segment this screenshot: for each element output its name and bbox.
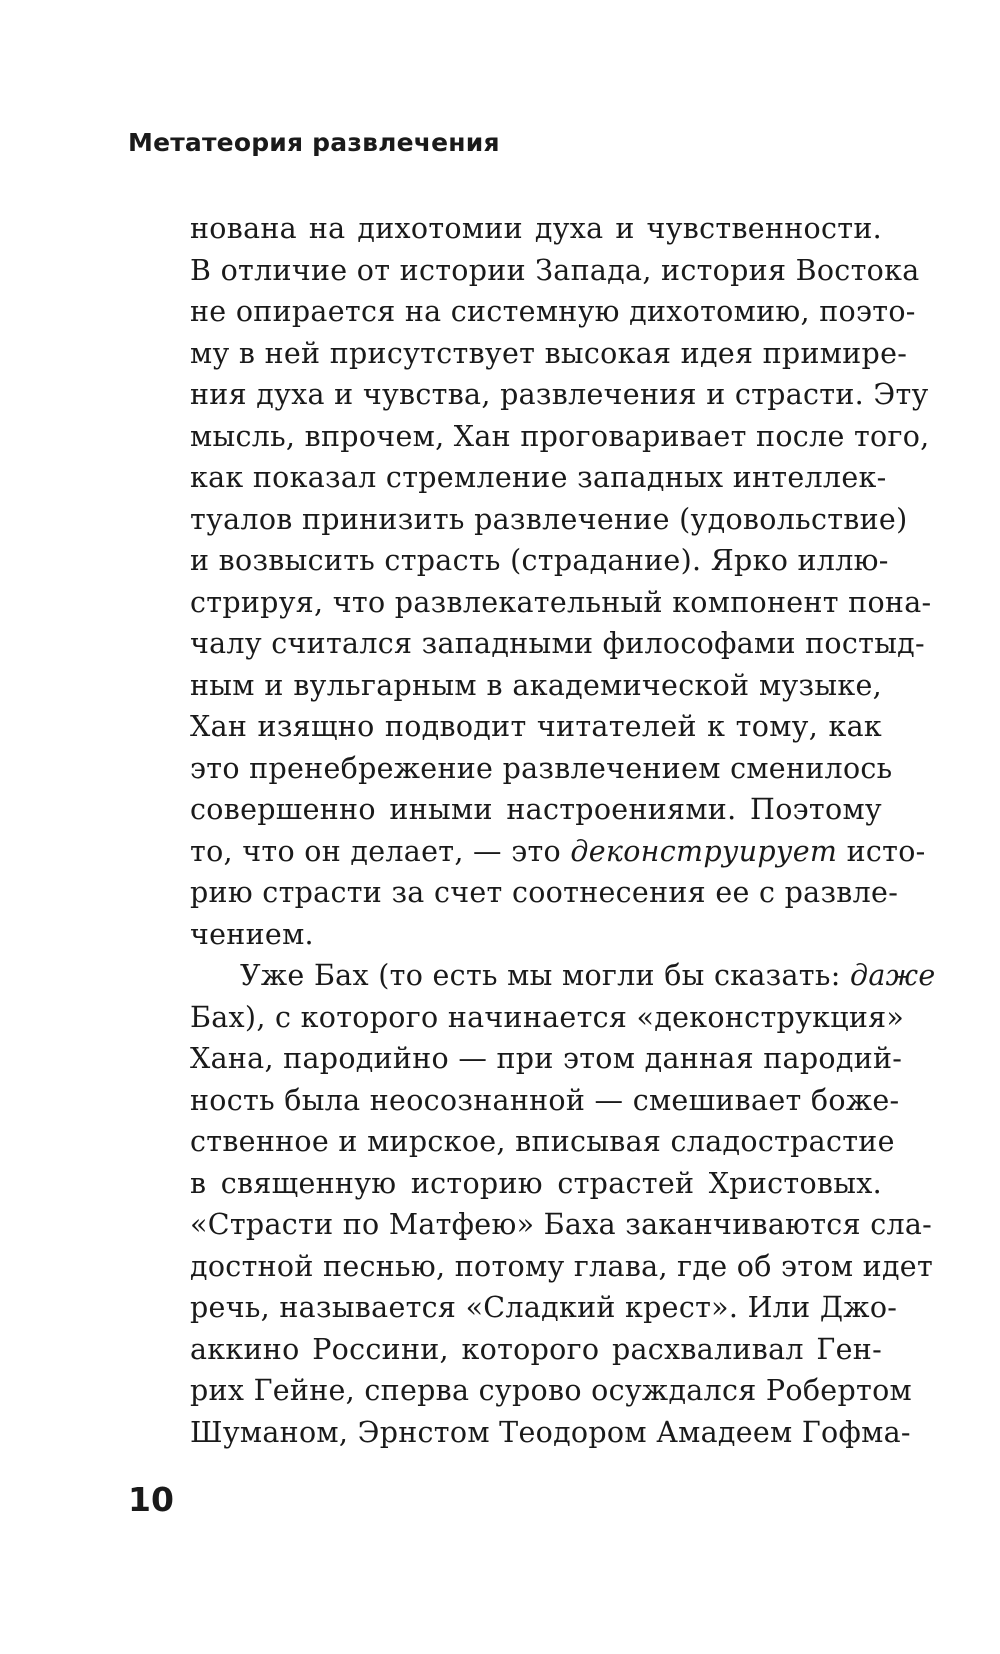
italic-emphasis: даже: [849, 959, 936, 992]
text-line: это пренебрежение развлечением сменилось: [190, 751, 893, 785]
text-line: «Страсти по Матфею» Баха заканчиваются сла-: [190, 1208, 933, 1241]
text-line: достной песнью, потому глава, где об этом идет: [190, 1249, 934, 1283]
page-number: 10: [128, 1480, 174, 1519]
text-line: речь, называется «Сладкий крест». Или Джо-: [190, 1291, 898, 1324]
text-line: [190, 831, 926, 873]
text-line: му в ней присутствует высокая идея примире-: [190, 336, 908, 370]
italic-emphasis: деконструирует: [570, 834, 838, 868]
text-line: Хана, пародийно — при этом данная пародий-: [190, 1042, 903, 1075]
text-line: [190, 955, 936, 997]
paragraph: [190, 208, 932, 955]
text-line: мысль, впрочем, Хан проговаривает после того,: [190, 419, 930, 453]
text-fragment: исто-: [837, 834, 926, 868]
text-line: ственное и мирское, вписывая сладострастие: [190, 1125, 895, 1158]
text-line: в священную историю страстей Христовых.: [190, 1166, 882, 1200]
text-line: и возвысить страсть (страдание). Ярко иллю-: [190, 544, 889, 577]
text-line: В отличие от истории Запада, история Востока: [190, 253, 920, 287]
text-line: рию страсти за счет соотнесения ее с развле-: [190, 876, 899, 909]
text-line: Хан изящно подводит читателей к тому, как: [190, 710, 882, 743]
text-line: ность была неосознанной — смешивает боже-: [190, 1083, 900, 1117]
text-line: ным и вульгарным в академической музыке,: [190, 668, 882, 702]
text-line: Бах), с которого начинается «деконструкция»: [190, 1000, 905, 1034]
text-line: ния духа и чувства, развлечения и страсти. Эту: [190, 378, 929, 411]
text-fragment: Уже Бах (то есть мы могли бы сказать:: [240, 959, 850, 992]
text-line: совершенно иными настроениями. Поэтому: [190, 793, 882, 826]
paragraph: [190, 955, 936, 1453]
text-fragment: то, что он делает, — это: [190, 834, 571, 868]
text-line: как показал стремление западных интеллек-: [190, 461, 887, 494]
body-text: [190, 208, 936, 1453]
text-line: не опирается на системную дихотомию, поэто-: [190, 295, 916, 328]
text-line: нована на дихотомии духа и чувственности.: [190, 212, 882, 245]
text-line: чением.: [190, 917, 314, 951]
text-line: чалу считался западными философами постыд-: [190, 627, 925, 660]
running-head: Метатеория развлечения: [128, 128, 500, 157]
text-line: туалов принизить развлечение (удовольствие): [190, 502, 908, 536]
text-line: стрируя, что развлекательный компонент пона-: [190, 585, 932, 619]
text-line: аккино Россини, которого расхваливал Ген-: [190, 1332, 882, 1366]
text-line: рих Гейне, сперва сурово осуждался Робертом: [190, 1374, 912, 1407]
text-line: Шуманом, Эрнстом Теодором Амадеем Гофма-: [190, 1415, 911, 1449]
